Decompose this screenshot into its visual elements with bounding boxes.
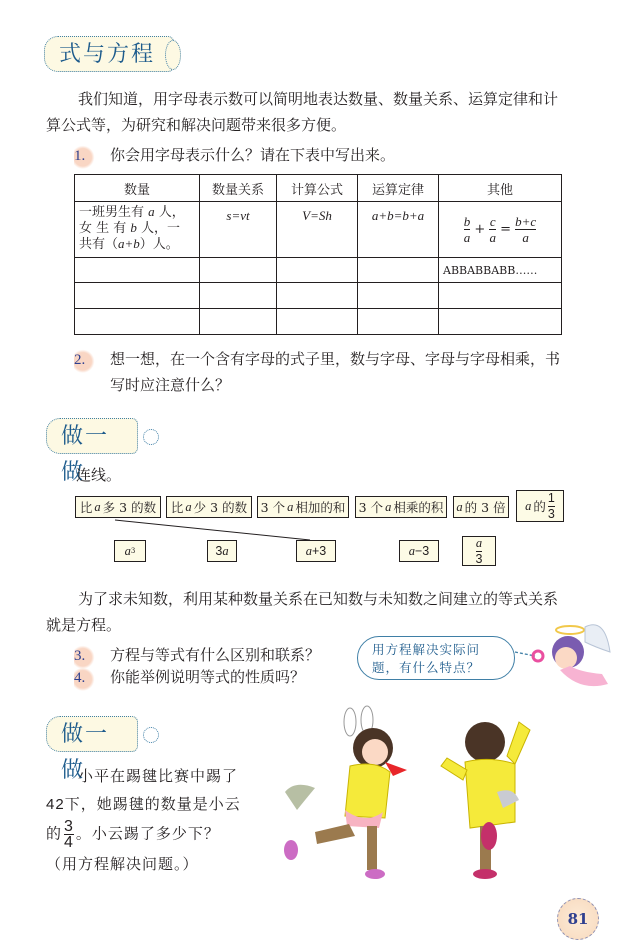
var: a [456, 499, 463, 514]
denominator: 3 [475, 551, 483, 566]
text: 3 个 [358, 500, 384, 515]
text: 。小云踢了多少下？ [75, 824, 220, 843]
question-text: 你会用字母表示什么？请在下表中写出来。 [110, 146, 396, 164]
match-bottom-box-5[interactable] [462, 536, 496, 566]
numerator: c [489, 214, 496, 229]
text: −3 [414, 544, 430, 558]
equals: = [500, 222, 512, 237]
question-number: 4. [74, 665, 96, 691]
header-relation: 数量关系 [200, 175, 277, 202]
match-bottom-box-3[interactable] [296, 540, 336, 562]
page-number-badge [557, 898, 599, 940]
text: 的 [533, 499, 546, 514]
question-text-line-2: 写时应注意什么？ [110, 376, 231, 394]
text: 下，她踢毽的数量是小云 [64, 795, 241, 813]
problem-line-1: 小平在踢毽比赛中踢了 [78, 767, 239, 785]
header-quantity: 数量 [75, 175, 200, 202]
header-law: 运算定律 [358, 175, 439, 202]
denominator: a [522, 230, 529, 245]
activity-tag-2 [46, 716, 138, 783]
text: 的 [46, 824, 63, 843]
text: 3 个 [260, 500, 286, 515]
speech-bubble [357, 636, 515, 680]
numerator: b [463, 214, 471, 229]
text: 人，一 [141, 221, 181, 236]
question-4 [74, 664, 305, 691]
intro-line-2: 算公式等，为研究和解决问题带来很多方便。 [46, 116, 347, 134]
denominator: a [489, 230, 496, 245]
var: a [287, 499, 294, 514]
cell-relation: s=vt [200, 202, 277, 258]
text: 相乘的积 [393, 500, 444, 515]
cell-law: a+b=b+a [358, 202, 439, 258]
cell-pattern: ABBABBABB…… [439, 258, 562, 283]
definition-line-2 [46, 612, 121, 638]
instruction-text: 连线。 [76, 466, 122, 484]
match-bottom-box-1[interactable] [114, 540, 146, 562]
bubble-line-1: 用方程解决实际问 [372, 642, 481, 657]
var-b: b [130, 220, 137, 235]
number: 42 [46, 796, 65, 813]
activity-title: 做一做 [61, 722, 110, 783]
text: 少 3 的数 [193, 500, 248, 515]
var: a [222, 543, 229, 558]
var: a [185, 499, 192, 514]
intro-line-1: 我们知道，用字母表示数可以简明地表达数量、数量关系、运算定律和计 [78, 90, 559, 108]
var: a [305, 543, 312, 558]
question-text-line-1: 想一想，在一个含有字母的式子里，数与字母、字母与字母相乘，书 [110, 350, 561, 368]
text: 女 生 有 [79, 221, 127, 236]
definition-line-1 [78, 586, 618, 612]
bubble-line-2: 题，有什么特点？ [372, 660, 481, 675]
definition-text: 为了求未知数，利用某种数量关系在已知数与未知数之间建立的等式关系 [78, 590, 559, 608]
text: 比 [79, 500, 93, 515]
expr-a-plus-b: a+b [118, 236, 140, 251]
var: a [385, 499, 392, 514]
question-text: 方程与等式有什么区别和联系？ [110, 646, 321, 664]
text: 多 3 的数 [102, 500, 157, 515]
girls-kicking-shuttlecock-illustration [275, 700, 565, 880]
definition-text: 就是方程。 [46, 616, 122, 634]
question-number: 1. [74, 143, 96, 169]
word-problem [46, 762, 276, 878]
exponent: 3 [130, 547, 136, 555]
header-other: 其他 [439, 175, 562, 202]
question-text: 你能举例说明等式的性质吗？ [110, 668, 306, 686]
text: 人， [158, 205, 185, 220]
plus: + [474, 222, 486, 237]
match-bottom-box-2[interactable] [207, 540, 237, 562]
text: 相加的和 [295, 500, 346, 515]
fraction [64, 819, 74, 850]
problem-line-2 [46, 790, 276, 819]
question-number: 2. [74, 347, 96, 373]
bulb-icon [143, 727, 159, 743]
cell-formula: V=Sh [277, 202, 358, 258]
angel-illustration [510, 622, 620, 700]
fraction [476, 536, 483, 567]
page-number: 81 [567, 910, 589, 928]
text: ）人。 [139, 237, 179, 252]
text: 共有（ [79, 237, 119, 252]
numerator: 3 [64, 818, 74, 835]
problem-line-3 [46, 819, 276, 850]
match-bottom-box-4[interactable] [399, 540, 439, 562]
coef: 3 [215, 544, 223, 558]
var: a [124, 543, 131, 558]
denominator: 3 [547, 506, 555, 521]
var: a [94, 499, 101, 514]
numerator: b+c [515, 214, 537, 229]
denominator: a [463, 230, 471, 245]
var: a [408, 543, 415, 558]
var: a [525, 498, 532, 513]
numerator: a [475, 535, 483, 550]
problem-line-4: （用方程解决问题。） [46, 855, 199, 873]
activity-title: 做一做 [61, 424, 110, 485]
section-title: 式与方程 [59, 42, 156, 67]
text: 一班男生有 [79, 205, 145, 220]
denominator: 4 [64, 834, 74, 851]
text: 比 [170, 500, 184, 515]
var-a: a [148, 204, 155, 219]
question-number: 3. [74, 643, 96, 669]
numerator: 1 [547, 490, 555, 505]
text: +3 [311, 544, 327, 558]
text: 的 3 倍 [464, 500, 506, 515]
header-formula: 计算公式 [277, 175, 358, 202]
